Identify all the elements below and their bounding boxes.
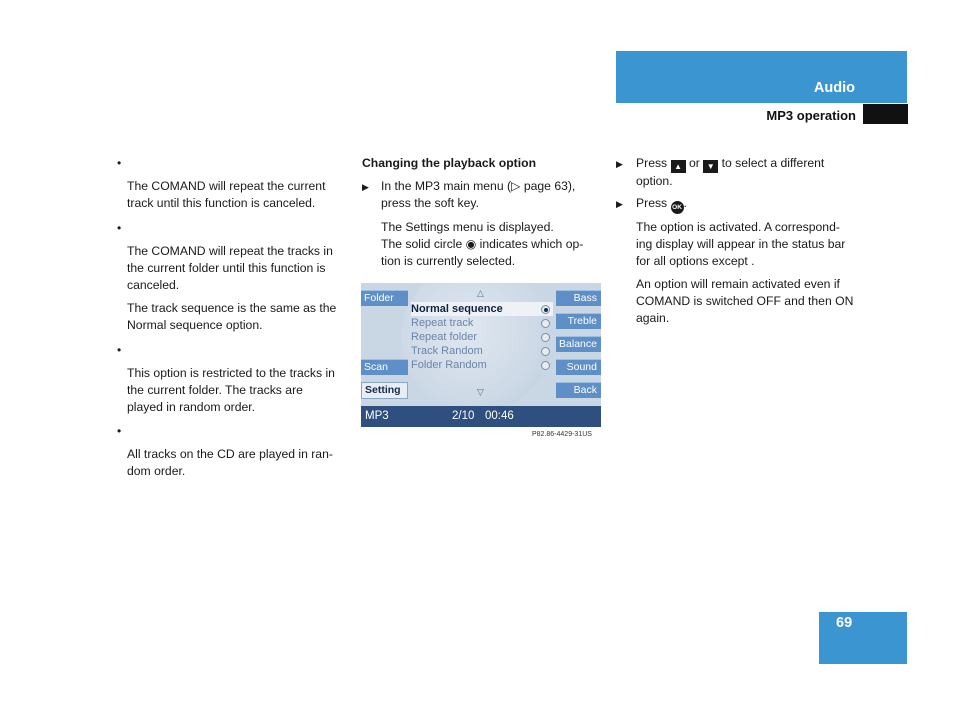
bullet-2-text: The COMAND will repeat the tracks in the current folder until this function is canceled. bbox=[127, 244, 333, 292]
bullet-1-text: The COMAND will repeat the current track until this function is canceled. bbox=[127, 179, 326, 210]
step-arrow-icon: ▶ bbox=[362, 182, 369, 192]
radio-icon[interactable] bbox=[541, 333, 550, 342]
bullet-2-extra: The track sequence is the same as the Normal sequence option. bbox=[127, 301, 337, 332]
scan-softkey[interactable]: Scan bbox=[361, 359, 408, 375]
status-track: 2/10 bbox=[452, 410, 475, 422]
setting-softkey[interactable]: Setting bbox=[361, 382, 408, 399]
menu-item-repeat-track[interactable]: Repeat track bbox=[411, 317, 474, 329]
bullet-3: • bbox=[117, 343, 122, 357]
step-arrow-icon: ▶ bbox=[616, 199, 623, 209]
radio-icon[interactable] bbox=[541, 319, 550, 328]
folder-softkey[interactable]: Folder bbox=[361, 290, 408, 306]
bullet-4-text: All tracks on the CD are played in ran- dom order. bbox=[127, 447, 333, 478]
page-number: 69 bbox=[836, 615, 853, 631]
down-key-icon: ▼ bbox=[703, 160, 718, 173]
status-bar bbox=[361, 406, 601, 427]
radio-icon[interactable] bbox=[541, 347, 550, 356]
menu-item-folder-random[interactable]: Folder Random bbox=[411, 359, 487, 371]
menu-item-normal-sequence[interactable]: Normal sequence bbox=[411, 302, 553, 316]
section-title: Audio bbox=[813, 80, 855, 96]
ok-button-icon: OK bbox=[671, 201, 684, 214]
balance-softkey[interactable]: Balance bbox=[556, 336, 601, 352]
back-softkey[interactable]: Back bbox=[556, 382, 601, 398]
menu-item-repeat-folder[interactable]: Repeat folder bbox=[411, 331, 478, 343]
bullet-4: • bbox=[117, 424, 122, 438]
procedure-heading: Changing the playback option bbox=[362, 156, 537, 170]
step-1-text: In the MP3 main menu (▷ page 63), press the soft key. bbox=[381, 179, 576, 210]
radio-icon[interactable] bbox=[541, 361, 550, 370]
subsection-title: MP3 operation bbox=[766, 108, 856, 123]
status-time: 00:46 bbox=[485, 410, 514, 422]
bullet-3-text: This option is restricted to the tracks in the current folder. The tracks are played in random order. bbox=[127, 366, 335, 414]
page-number-box bbox=[819, 612, 907, 664]
step-1-note: The Settings menu is displayed. The solid circle ◉ indicates which op- tion is currently selected. bbox=[381, 220, 584, 268]
treble-softkey[interactable]: Treble bbox=[556, 313, 601, 329]
sound-softkey[interactable]: Sound bbox=[556, 359, 601, 375]
section-tab bbox=[863, 104, 908, 124]
menu-item-track-random[interactable]: Track Random bbox=[411, 345, 483, 357]
radio-selected-icon[interactable] bbox=[541, 305, 550, 314]
status-mode: MP3 bbox=[365, 410, 389, 422]
bullet-1: • bbox=[117, 156, 122, 170]
settings-screen bbox=[361, 283, 601, 427]
step-2-text: Press ▲ or ▼ to select a different option. bbox=[636, 156, 825, 188]
header-banner bbox=[616, 51, 907, 103]
persistence-paragraph: An option will remain activated even if COMAND is switched OFF and then ON again. bbox=[636, 277, 854, 325]
scroll-down-icon[interactable]: ▽ bbox=[477, 387, 484, 397]
figure-caption: P82.86-4429-31US bbox=[532, 431, 592, 438]
step-arrow-icon: ▶ bbox=[616, 159, 623, 169]
step-3-text: Press OK . bbox=[636, 195, 687, 214]
scroll-up-icon[interactable]: △ bbox=[477, 288, 484, 298]
bass-softkey[interactable]: Bass bbox=[556, 290, 601, 306]
bullet-2: • bbox=[117, 221, 122, 235]
result-paragraph: The option is activated. A correspond- ing display will appear in the status bar for all options except . bbox=[636, 220, 846, 268]
up-key-icon: ▲ bbox=[671, 160, 686, 173]
